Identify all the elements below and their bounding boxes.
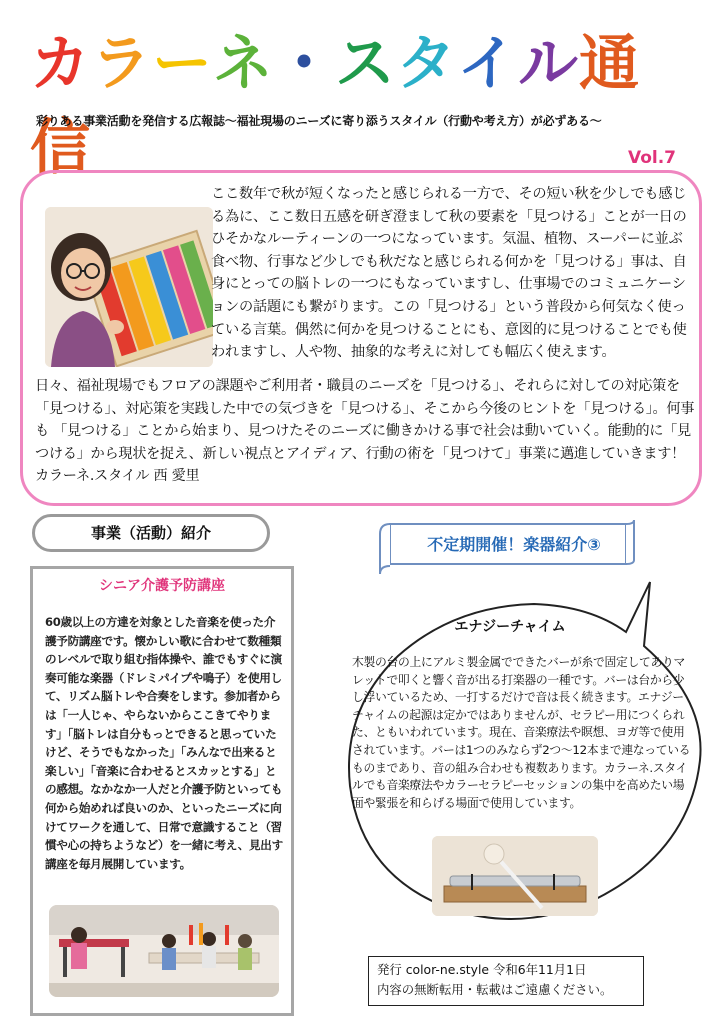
senior-course-box xyxy=(30,566,294,1016)
instrument-title: エナジーチャイム xyxy=(454,619,566,635)
banner-text: 不定期開催！楽器紹介③ xyxy=(427,535,601,554)
course-title: シニア介護予防講座 xyxy=(99,578,225,594)
publication-footer xyxy=(368,956,644,1006)
course-body: 60歳以上の方達を対象とした音楽を使った介護予防講座です。懐かしい歌に合わせて数種類のレベルで取り組む指体操や、誰でもすぐに演奏可能な楽器（ドレミパイプや鳴子）を使用して、リズム脳トレや合奏をします。参加者からは「一人じゃ、やらないからここきてやります」「脳トレは自分もっとできると思っていたけど、そうでもなかった」「みんなで出来ると楽しい」「音楽に合わせるとスカッとする」との感想。なかなか一人だと介護予防といっても何から始めれば良いのか、といったニーズに向けてワークを通して、日常で意識すること（習慣や心の持ちようなど）を一緒に考え、見出す講座を毎月展開しています。 xyxy=(45,615,283,871)
intro-box xyxy=(20,170,702,506)
author-photo-illustration xyxy=(45,207,213,367)
masthead-char: ス xyxy=(335,29,396,99)
intro-paragraph-1: ここ数年で秋が短くなったと感じられる一方で、その短い秋を少しでも感じる為に、ここ数日五感を研ぎ澄まして秋の要素を「見つける」ことが一日のひそかなルーティーンの一つになっています。気温、植物、スーパーに並ぶ食べ物、行事など少しでも秋だなと感じられる何かを「見つける」事は、自身にとっての脳トレの一つにもなっていますし、仕事場でのコミュニケーションの話題にも繋がります。この「見つける」という普段から何気なく使っている言葉。偶然に何かを見つけることにも、意図的に見つけることでも使われますし、人や物、抽象的な考えに対しても幅広く使えます。 xyxy=(211,186,687,361)
masthead-char: 信 xyxy=(30,113,91,183)
footer-notice: 内容の無断転用・転載はご遠慮ください。 xyxy=(377,982,613,997)
instrument-body: 木製の台の上にアルミ製金属でできたバーが糸で固定してありマレットで叩くと響く音が出る打楽器の一種です。バーは台から少し浮いているため、一打するだけで音は長く続きます。エナジーチャイムの起源は定かではありませんが、セラピー用につくられた、ともいわれています。現在、音楽療法や瞑想、ヨガ等で使用されています。バーは1つのみならず2つ～12本まで連なっているものまであり、音の組み合わせも複数あります。カラーネ.スタイルでも音楽療法やカラーセラピーセッションの集中を高めたい場面や緊張を和らげる場面で使用しています。 xyxy=(352,655,691,810)
author-photo xyxy=(45,207,213,367)
intro-paragraph-2: 日々、福祉現場でもフロアの課題やご利用者・職員のニーズを「見つける」、それらに対しての対応策を「見つける」、対応策を実践した中での気づきを「見つける」、そこから今後のヒントを「見つける」。何事も 「見つける」ことから始まり、見つけたそのニーズに働きかける事で社会は動いていく。能動的に「見つける」から現状を捉え、新しい視点とアイディア、行動の術を「見つけて」事業に邁進していきます！ カラーネ.スタイル 西 愛里 xyxy=(35,378,695,485)
masthead-char: ル xyxy=(518,29,579,99)
masthead-char: イ xyxy=(457,29,518,99)
subtitle: 彩りある事業活動を発信する広報誌～福祉現場のニーズに寄り添うスタイル（行動や考え方）が必ずある～ xyxy=(36,114,602,128)
masthead-char: ラ xyxy=(91,29,152,99)
chime-photo xyxy=(432,836,598,916)
footer-publisher: 発行 color-ne.style 令和6年11月1日 xyxy=(377,962,587,977)
masthead-char: タ xyxy=(396,29,457,99)
masthead-char: ・ xyxy=(274,29,335,99)
masthead-char: ネ xyxy=(213,29,274,99)
volume-label: Vol.7 xyxy=(627,148,676,168)
masthead-char: 通 xyxy=(579,29,640,99)
course-photo-illustration xyxy=(49,905,279,997)
course-photo xyxy=(49,905,279,997)
masthead-char: カ xyxy=(30,29,91,99)
chime-photo-illustration xyxy=(432,836,598,916)
section-label: 事業（活動）紹介 xyxy=(32,514,270,552)
masthead-char: ー xyxy=(152,29,213,99)
